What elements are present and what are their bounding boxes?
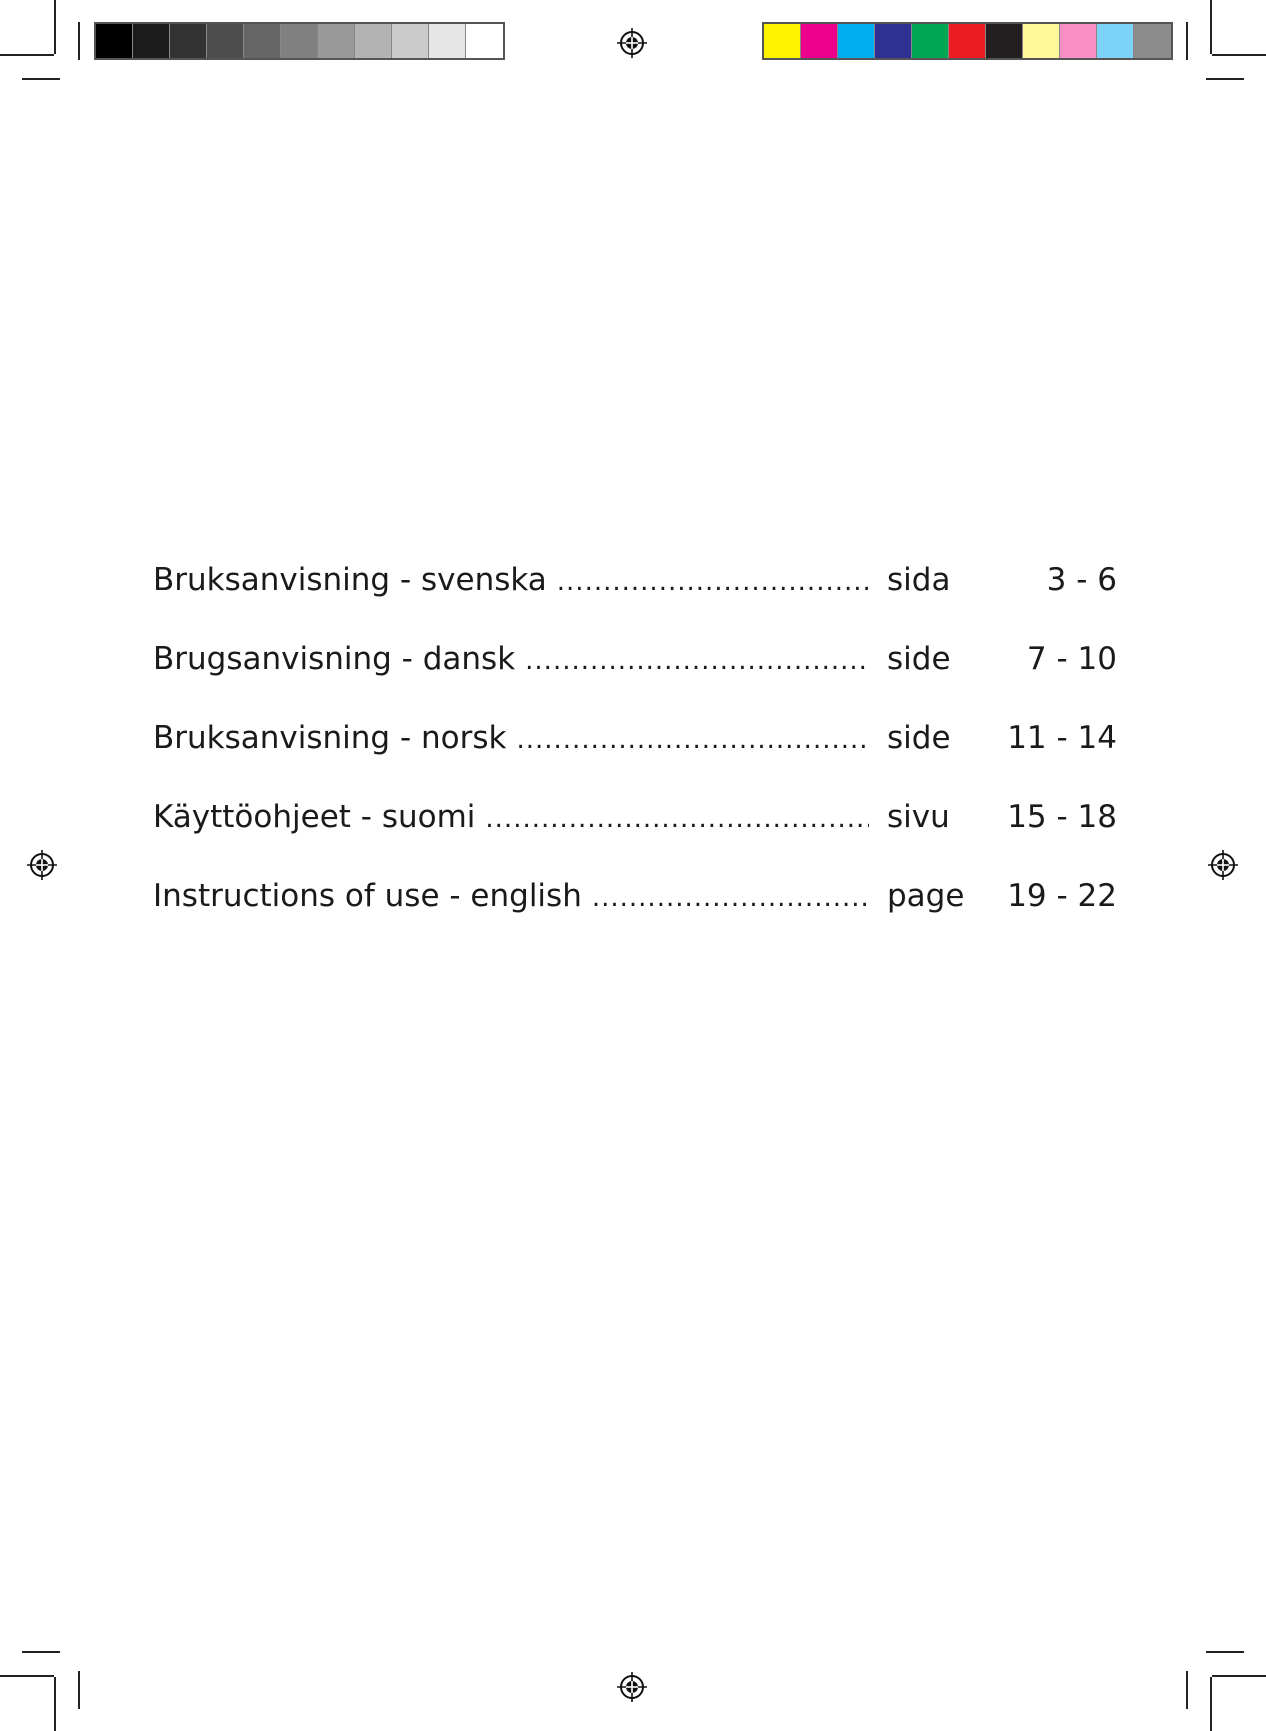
crop-mark [1210,1677,1212,1731]
grayscale-bar [94,22,505,60]
toc-entry-dansk [153,637,1117,681]
gray-swatch [466,24,503,58]
toc-page-range: 15 - 18 [1007,799,1117,835]
toc-leader-dots [485,797,869,841]
gray-swatch [429,24,466,58]
toc-entry-title: Käyttöohjeet - suomi [153,799,476,835]
gray-swatch [170,24,207,58]
color-swatch [1023,24,1060,58]
toc-entry-suomi [153,795,1117,839]
color-swatch [949,24,986,58]
color-swatch [801,24,838,58]
registration-mark-icon [1208,850,1238,880]
color-swatch [1060,24,1097,58]
toc-entry-norsk [153,716,1117,760]
toc-page-range: 19 - 22 [1007,878,1117,914]
color-swatch [1097,24,1134,58]
crop-mark [1186,1671,1188,1709]
crop-mark [1212,1675,1266,1677]
color-swatch [986,24,1023,58]
toc-entry-english [153,874,1117,918]
crop-mark [22,1651,60,1653]
toc-entry-title: Brugsanvisning - dansk [153,641,516,677]
registration-mark-icon [27,850,57,880]
toc-page-range: 11 - 14 [1007,720,1117,756]
gray-swatch [392,24,429,58]
crop-mark [54,1677,56,1731]
crop-mark [0,1675,54,1677]
toc-entry-title: Bruksanvisning - svenska [153,562,547,598]
toc-leader-dots [525,639,869,683]
crop-mark [22,78,60,80]
crop-mark [1206,78,1244,80]
gray-swatch [133,24,170,58]
gray-swatch [355,24,392,58]
toc-entry-title: Instructions of use - english [153,878,582,914]
toc-page-word: sida [887,562,951,598]
toc-page-range: 7 - 10 [1026,641,1117,677]
gray-swatch [96,24,133,58]
registration-mark-icon [617,28,647,58]
toc-page-word: page [887,878,965,914]
toc-entry-svenska [153,558,1117,602]
color-swatch [838,24,875,58]
toc-entry-title: Bruksanvisning - norsk [153,720,507,756]
color-swatch [875,24,912,58]
crop-mark [78,22,80,60]
crop-mark [1212,54,1266,56]
color-swatch [1134,24,1171,58]
gray-swatch [318,24,355,58]
crop-mark [78,1671,80,1709]
gray-swatch [244,24,281,58]
toc-page-range: 3 - 6 [1046,562,1117,598]
crop-mark [1210,0,1212,54]
toc-page-word: sivu [887,799,950,835]
toc-page-word: side [887,720,951,756]
crop-mark [54,0,56,54]
toc-leader-dots [592,876,869,920]
crop-mark [1186,22,1188,60]
color-bar [762,22,1173,60]
gray-swatch [281,24,318,58]
registration-mark-icon [617,1672,647,1702]
table-of-contents [153,558,1117,953]
color-swatch [912,24,949,58]
toc-leader-dots [557,560,869,604]
toc-leader-dots [516,718,869,762]
gray-swatch [207,24,244,58]
color-swatch [764,24,801,58]
toc-page-word: side [887,641,951,677]
crop-mark [0,54,54,56]
crop-mark [1206,1651,1244,1653]
